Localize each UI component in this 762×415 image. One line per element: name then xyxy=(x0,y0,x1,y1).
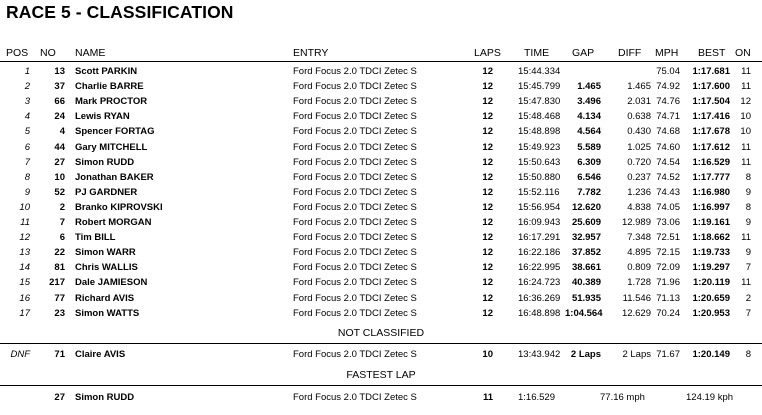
cell-entry: Ford Focus 2.0 TDCI Zetec S xyxy=(293,186,417,198)
cell-best: 1:20.149 xyxy=(692,349,730,360)
cell-best: 1:17.777 xyxy=(692,171,730,183)
cell-best: 1:17.612 xyxy=(692,141,730,153)
cell-best: 1:19.161 xyxy=(692,217,730,228)
cell-mph: 71.13 xyxy=(656,292,680,304)
header-best: BEST xyxy=(698,47,726,59)
cell-laps: 12 xyxy=(482,262,493,274)
cell-entry: Ford Focus 2.0 TDCI Zetec S xyxy=(293,247,417,259)
cell-laps: 12 xyxy=(482,81,493,93)
cell-no: 44 xyxy=(54,141,65,153)
cell-on: 10 xyxy=(740,111,751,123)
cell-time: 13:43.942 xyxy=(518,349,561,360)
cell-diff: 12.989 xyxy=(621,217,651,228)
fastest-lap-heading: FASTEST LAP xyxy=(346,369,416,381)
cell-mph: 74.71 xyxy=(656,111,680,123)
header-on: ON xyxy=(735,47,751,59)
fastest-lap-name: Simon RUDD xyxy=(75,392,135,403)
cell-diff: 0.720 xyxy=(627,156,651,168)
cell-diff: 4.838 xyxy=(627,201,651,213)
cell-pos: 2 xyxy=(24,81,30,93)
cell-best: 1:16.980 xyxy=(692,186,730,198)
cell-gap: 1.465 xyxy=(577,81,601,93)
cell-diff: 7.348 xyxy=(627,232,651,244)
cell-gap: 40.389 xyxy=(571,277,601,289)
cell-entry: Ford Focus 2.0 TDCI Zetec S xyxy=(293,232,417,244)
cell-gap: 6.309 xyxy=(577,156,601,168)
cell-no: 4 xyxy=(59,126,65,138)
cell-on: 11 xyxy=(741,141,751,153)
header-divider xyxy=(0,61,762,62)
cell-name: Spencer FORTAG xyxy=(75,126,155,138)
fastest-lap-lap: 11 xyxy=(482,392,493,403)
cell-laps: 12 xyxy=(482,277,493,289)
cell-no: 52 xyxy=(54,186,65,198)
cell-best: 1:17.678 xyxy=(692,126,730,138)
cell-entry: Ford Focus 2.0 TDCI Zetec S xyxy=(293,126,417,138)
cell-diff: 1.728 xyxy=(627,277,651,289)
cell-gap: 3.496 xyxy=(577,96,601,108)
cell-on: 8 xyxy=(745,349,751,360)
cell-best: 1:20.119 xyxy=(693,277,730,289)
header-entry: ENTRY xyxy=(293,47,329,59)
cell-no: 24 xyxy=(54,111,65,123)
cell-pos: 7 xyxy=(24,156,30,168)
cell-entry: Ford Focus 2.0 TDCI Zetec S xyxy=(293,156,417,168)
header-diff: DIFF xyxy=(618,47,642,59)
cell-on: 11 xyxy=(741,81,751,93)
cell-pos: 14 xyxy=(19,262,30,274)
not-classified-heading: NOT CLASSIFIED xyxy=(337,327,425,339)
cell-laps: 12 xyxy=(482,217,493,228)
cell-time: 15:49.923 xyxy=(518,141,561,153)
cell-on: 9 xyxy=(745,186,751,198)
fastest-lap-no: 27 xyxy=(54,392,65,403)
cell-on: 11 xyxy=(741,66,751,77)
cell-on: 2 xyxy=(745,292,751,304)
cell-gap: 4.564 xyxy=(577,126,601,138)
cell-entry: Ford Focus 2.0 TDCI Zetec S xyxy=(293,171,417,183)
cell-no: 22 xyxy=(54,247,65,259)
cell-mph: 72.51 xyxy=(656,232,680,244)
fastest-lap-time: 1:16.529 xyxy=(518,392,555,403)
cell-pos: DNF xyxy=(10,349,30,360)
cell-laps: 12 xyxy=(482,171,493,183)
header-time: TIME xyxy=(524,47,550,59)
cell-best: 1:20.659 xyxy=(692,292,730,304)
cell-entry: Ford Focus 2.0 TDCI Zetec S xyxy=(293,262,417,274)
cell-time: 15:50.880 xyxy=(518,171,561,183)
cell-gap: 37.852 xyxy=(571,247,601,259)
cell-on: 11 xyxy=(741,277,751,289)
cell-best: 1:16.997 xyxy=(692,201,730,213)
cell-entry: Ford Focus 2.0 TDCI Zetec S xyxy=(293,307,417,319)
cell-name: Lewis RYAN xyxy=(75,111,130,123)
cell-time: 15:45.799 xyxy=(518,81,561,93)
cell-pos: 10 xyxy=(19,201,30,213)
cell-time: 15:52.116 xyxy=(518,186,560,198)
cell-best: 1:17.504 xyxy=(692,96,730,108)
cell-diff: 2 Laps xyxy=(622,349,651,360)
cell-gap: 7.782 xyxy=(577,186,601,198)
fastest-lap-entry: Ford Focus 2.0 TDCI Zetec S xyxy=(293,392,417,403)
cell-mph: 74.60 xyxy=(656,141,680,153)
cell-time: 16:22.186 xyxy=(518,247,561,259)
cell-mph: 75.04 xyxy=(656,66,680,77)
header-no: NO xyxy=(40,47,56,59)
cell-gap: 25.609 xyxy=(571,217,601,228)
cell-no: 66 xyxy=(54,96,65,108)
cell-no: 81 xyxy=(54,262,65,274)
cell-gap: 38.661 xyxy=(571,262,601,274)
cell-laps: 12 xyxy=(482,96,493,108)
cell-best: 1:17.416 xyxy=(692,111,730,123)
cell-pos: 16 xyxy=(19,292,30,304)
cell-laps: 12 xyxy=(482,156,493,168)
cell-mph: 74.92 xyxy=(656,81,680,93)
cell-best: 1:18.662 xyxy=(692,232,730,244)
cell-diff: 0.809 xyxy=(627,262,651,274)
cell-pos: 12 xyxy=(19,232,30,244)
cell-gap: 4.134 xyxy=(577,111,601,123)
cell-diff: 12.629 xyxy=(621,307,651,319)
cell-diff: 0.237 xyxy=(627,171,651,183)
cell-on: 8 xyxy=(745,201,751,213)
cell-diff: 0.430 xyxy=(627,126,651,138)
cell-diff: 0.638 xyxy=(627,111,651,123)
cell-on: 8 xyxy=(745,171,751,183)
cell-pos: 9 xyxy=(24,186,30,198)
fastest-lap-kph: 124.19 kph xyxy=(686,392,734,403)
cell-laps: 12 xyxy=(482,201,493,213)
cell-name: PJ GARDNER xyxy=(75,186,138,198)
cell-no: 27 xyxy=(54,156,65,168)
cell-no: 2 xyxy=(59,201,65,213)
cell-time: 15:44.334 xyxy=(518,66,561,77)
cell-pos: 11 xyxy=(20,217,30,228)
cell-laps: 12 xyxy=(482,292,493,304)
cell-diff: 1.236 xyxy=(627,186,651,198)
cell-diff: 2.031 xyxy=(627,96,651,108)
page-title: RACE 5 - CLASSIFICATION xyxy=(6,2,234,22)
cell-entry: Ford Focus 2.0 TDCI Zetec S xyxy=(293,66,417,77)
cell-time: 15:48.898 xyxy=(518,126,561,138)
cell-time: 15:56.954 xyxy=(518,201,561,213)
cell-gap: 5.589 xyxy=(577,141,601,153)
cell-diff: 1.465 xyxy=(627,81,651,93)
cell-no: 37 xyxy=(54,81,65,93)
cell-entry: Ford Focus 2.0 TDCI Zetec S xyxy=(293,201,417,213)
cell-name: Mark PROCTOR xyxy=(75,96,148,108)
cell-name: Simon WATTS xyxy=(75,307,140,319)
header-name: NAME xyxy=(75,47,106,59)
cell-name: Richard AVIS xyxy=(75,292,135,304)
cell-pos: 3 xyxy=(24,96,30,108)
cell-best: 1:17.600 xyxy=(692,81,730,93)
cell-entry: Ford Focus 2.0 TDCI Zetec S xyxy=(293,349,417,360)
cell-pos: 15 xyxy=(19,277,30,289)
cell-pos: 17 xyxy=(19,307,30,319)
cell-time: 16:48.898 xyxy=(518,307,561,319)
cell-gap: 2 Laps xyxy=(570,349,601,360)
cell-gap: 1:04.564 xyxy=(565,307,603,319)
cell-no: 23 xyxy=(54,307,65,319)
cell-time: 15:50.643 xyxy=(518,156,561,168)
cell-laps: 12 xyxy=(482,232,493,244)
cell-gap: 6.546 xyxy=(577,171,601,183)
cell-gap: 12.620 xyxy=(571,201,601,213)
cell-gap: 32.957 xyxy=(571,232,601,244)
cell-mph: 74.68 xyxy=(656,126,680,138)
cell-pos: 1 xyxy=(24,66,30,77)
cell-laps: 12 xyxy=(482,141,493,153)
cell-mph: 72.09 xyxy=(656,262,680,274)
cell-entry: Ford Focus 2.0 TDCI Zetec S xyxy=(293,217,417,228)
cell-name: Dale JAMIESON xyxy=(75,277,148,289)
header-gap: GAP xyxy=(572,47,595,59)
cell-no: 10 xyxy=(54,171,65,183)
cell-name: Tim BILL xyxy=(75,232,116,244)
not-classified-divider xyxy=(0,343,762,344)
cell-mph: 72.15 xyxy=(656,247,680,259)
cell-entry: Ford Focus 2.0 TDCI Zetec S xyxy=(293,81,417,93)
cell-on: 12 xyxy=(740,96,751,108)
cell-mph: 74.43 xyxy=(656,186,680,198)
cell-no: 77 xyxy=(54,292,65,304)
cell-no: 13 xyxy=(54,66,65,77)
cell-name: Branko KIPROVSKI xyxy=(75,201,163,213)
cell-on: 11 xyxy=(741,232,751,244)
cell-mph: 73.06 xyxy=(656,217,680,228)
cell-mph: 74.52 xyxy=(656,171,680,183)
cell-name: Gary MITCHELL xyxy=(75,141,148,153)
header-mph: MPH xyxy=(655,47,679,59)
cell-time: 16:24.723 xyxy=(518,277,561,289)
cell-name: Chris WALLIS xyxy=(75,262,138,274)
cell-entry: Ford Focus 2.0 TDCI Zetec S xyxy=(293,96,417,108)
cell-laps: 12 xyxy=(482,126,493,138)
cell-no: 71 xyxy=(54,349,65,360)
cell-laps: 10 xyxy=(482,349,493,360)
cell-best: 1:17.681 xyxy=(692,66,730,77)
fastest-lap-mph: 77.16 mph xyxy=(600,392,645,403)
header-pos: POS xyxy=(6,47,29,59)
cell-on: 7 xyxy=(745,307,751,319)
cell-name: Simon WARR xyxy=(75,247,136,259)
cell-time: 16:09.943 xyxy=(518,217,561,228)
cell-name: Scott PARKIN xyxy=(75,66,138,77)
cell-mph: 74.05 xyxy=(656,201,680,213)
cell-laps: 12 xyxy=(482,66,493,77)
cell-gap: 51.935 xyxy=(571,292,601,304)
cell-mph: 71.96 xyxy=(656,277,680,289)
cell-best: 1:20.953 xyxy=(692,307,730,319)
cell-mph: 74.76 xyxy=(656,96,680,108)
cell-pos: 13 xyxy=(19,247,30,259)
cell-name: Jonathan BAKER xyxy=(75,171,154,183)
cell-entry: Ford Focus 2.0 TDCI Zetec S xyxy=(293,111,417,123)
cell-on: 11 xyxy=(741,156,751,168)
cell-entry: Ford Focus 2.0 TDCI Zetec S xyxy=(293,277,417,289)
cell-time: 15:47.830 xyxy=(518,96,561,108)
cell-name: Robert MORGAN xyxy=(75,217,152,228)
cell-on: 10 xyxy=(740,126,751,138)
cell-diff: 11.546 xyxy=(622,292,651,304)
cell-best: 1:19.733 xyxy=(692,247,730,259)
cell-on: 9 xyxy=(745,247,751,259)
cell-entry: Ford Focus 2.0 TDCI Zetec S xyxy=(293,292,417,304)
cell-on: 9 xyxy=(745,217,751,228)
cell-mph: 71.67 xyxy=(656,349,680,360)
header-laps: LAPS xyxy=(474,47,501,59)
cell-laps: 12 xyxy=(482,247,493,259)
cell-laps: 12 xyxy=(482,186,493,198)
cell-pos: 6 xyxy=(24,141,30,153)
cell-time: 16:17.291 xyxy=(518,232,561,244)
fastest-lap-divider xyxy=(0,385,762,386)
cell-no: 6 xyxy=(59,232,65,244)
cell-pos: 8 xyxy=(24,171,30,183)
cell-pos: 5 xyxy=(24,126,30,138)
cell-diff: 1.025 xyxy=(627,141,651,153)
cell-diff: 4.895 xyxy=(627,247,651,259)
cell-laps: 12 xyxy=(482,307,493,319)
cell-name: Claire AVIS xyxy=(75,349,126,360)
cell-name: Charlie BARRE xyxy=(75,81,144,93)
cell-entry: Ford Focus 2.0 TDCI Zetec S xyxy=(293,141,417,153)
cell-laps: 12 xyxy=(482,111,493,123)
cell-no: 7 xyxy=(59,217,65,228)
cell-time: 16:36.269 xyxy=(518,292,561,304)
cell-pos: 4 xyxy=(24,111,30,123)
cell-time: 16:22.995 xyxy=(518,262,561,274)
cell-no: 217 xyxy=(49,277,65,289)
cell-best: 1:16.529 xyxy=(692,156,730,168)
cell-name: Simon RUDD xyxy=(75,156,135,168)
cell-on: 7 xyxy=(745,262,751,274)
cell-mph: 74.54 xyxy=(656,156,680,168)
cell-best: 1:19.297 xyxy=(692,262,730,274)
cell-mph: 70.24 xyxy=(656,307,680,319)
cell-time: 15:48.468 xyxy=(518,111,561,123)
